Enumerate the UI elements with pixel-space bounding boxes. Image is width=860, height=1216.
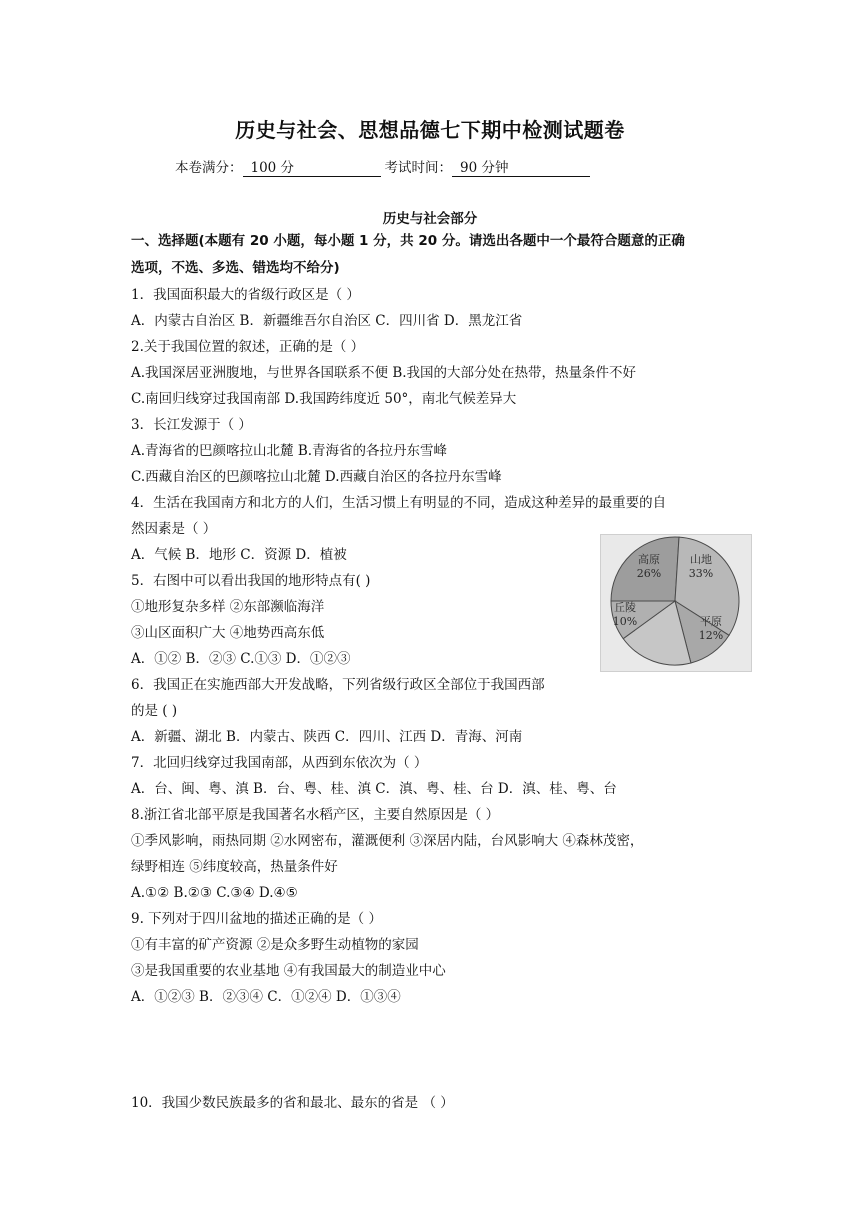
question-line: 的是 ( )	[131, 703, 178, 719]
question-line: 4．生活在我国南方和北方的人们，生活习惯上有明显的不同，造成这种差异的最重要的自	[131, 495, 667, 511]
option-line: A．内蒙古自治区 B．新疆维吾尔自治区 C．四川省 D．黑龙江省	[131, 313, 523, 329]
score-label: 本卷满分：	[175, 160, 243, 176]
question-line: 2.关于我国位置的叙述，正确的是（ ）	[131, 339, 365, 355]
terrain-pie-chart	[601, 535, 751, 671]
question-line: 10．我国少数民族最多的省和最北、最东的省是 （ ）	[131, 1095, 454, 1111]
option-line: A．气候 B．地形 C．资源 D．植被	[131, 547, 347, 563]
question-line: 7．北回归线穿过我国南部，从西到东依次为（ ）	[131, 755, 428, 771]
instruction-line: 一、选择题(本题有 20 小题，每小题 1 分，共 20 分。请选出各题中一个最符合题意的正确	[131, 233, 685, 249]
pie-slice-percent: 33%	[688, 567, 714, 580]
question-line: 然因素是（ ）	[131, 521, 217, 537]
question-line: 9. 下列对于四川盆地的描述正确的是（ ）	[131, 911, 382, 927]
option-line: A.青海省的巴颜喀拉山北麓 B.青海省的各拉丹东雪峰	[131, 443, 448, 459]
option-line: A．①②③ B．②③④ C．①②④ D．①③④	[131, 989, 401, 1005]
score-value: 100 分	[243, 160, 381, 177]
exam-title: 历史与社会、思想品德七下期中检测试题卷	[235, 118, 625, 142]
option-line: 绿野相连 ⑤纬度较高，热量条件好	[131, 859, 338, 875]
option-line: A．台、闽、粤、滇 B．台、粤、桂、滇 C．滇、粤、桂、台 D．滇、桂、粤、台	[131, 781, 617, 797]
time-value: 90 分钟	[452, 160, 590, 177]
option-line: A.①② B.②③ C.③④ D.④⑤	[131, 885, 298, 901]
option-line: A．新疆、湖北 B．内蒙古、陕西 C．四川、江西 D．青海、河南	[131, 729, 523, 745]
option-line: C.南回归线穿过我国南部 D.我国跨纬度近 50°，南北气候差异大	[131, 391, 517, 407]
exam-meta	[175, 156, 590, 177]
question-line: 8.浙江省北部平原是我国著名水稻产区，主要自然原因是（ ）	[131, 807, 500, 823]
pie-slice-name: 高原	[638, 553, 660, 566]
terrain-pie-figure	[600, 534, 752, 672]
pie-slice-percent: 26%	[636, 567, 662, 580]
pie-slice-name: 山地	[690, 553, 712, 566]
option-line: C.西藏自治区的巴颜喀拉山北麓 D.西藏自治区的各拉丹东雪峰	[131, 469, 502, 485]
option-line: ③山区面积广大 ④地势西高东低	[131, 625, 325, 641]
question-line: 3．长江发源于（ ）	[131, 417, 252, 433]
pie-slice-name: 丘陵	[614, 601, 636, 614]
section-title: 历史与社会部分	[382, 211, 478, 227]
option-line: ①地形复杂多样 ②东部濒临海洋	[131, 599, 325, 615]
time-label: 考试时间：	[384, 160, 452, 176]
option-line: ①季风影响，雨热同期 ②水网密布，灌溉便利 ③深居内陆，台风影响大 ④森林茂密，	[131, 833, 644, 849]
option-line: A．①② B．②③ C.①③ D．①②③	[131, 651, 351, 667]
pie-slice-percent: 10%	[612, 615, 638, 628]
option-line: ③是我国重要的农业基地 ④有我国最大的制造业中心	[131, 963, 446, 979]
pie-slice-percent: 12%	[698, 629, 724, 642]
pie-slice-name: 平原	[700, 615, 722, 628]
instruction-line: 选项，不选、多选、错选均不给分)	[131, 260, 340, 276]
option-line: ①有丰富的矿产资源 ②是众多野生动植物的家园	[131, 937, 419, 953]
question-line: 6．我国正在实施西部大开发战略，下列省级行政区全部位于我国西部	[131, 677, 545, 693]
option-line: A.我国深居亚洲腹地，与世界各国联系不便 B.我国的大部分处在热带，热量条件不好	[131, 365, 637, 381]
question-line: 5．右图中可以看出我国的地形特点有( )	[131, 573, 371, 589]
question-line: 1．我国面积最大的省级行政区是（ ）	[131, 287, 360, 303]
